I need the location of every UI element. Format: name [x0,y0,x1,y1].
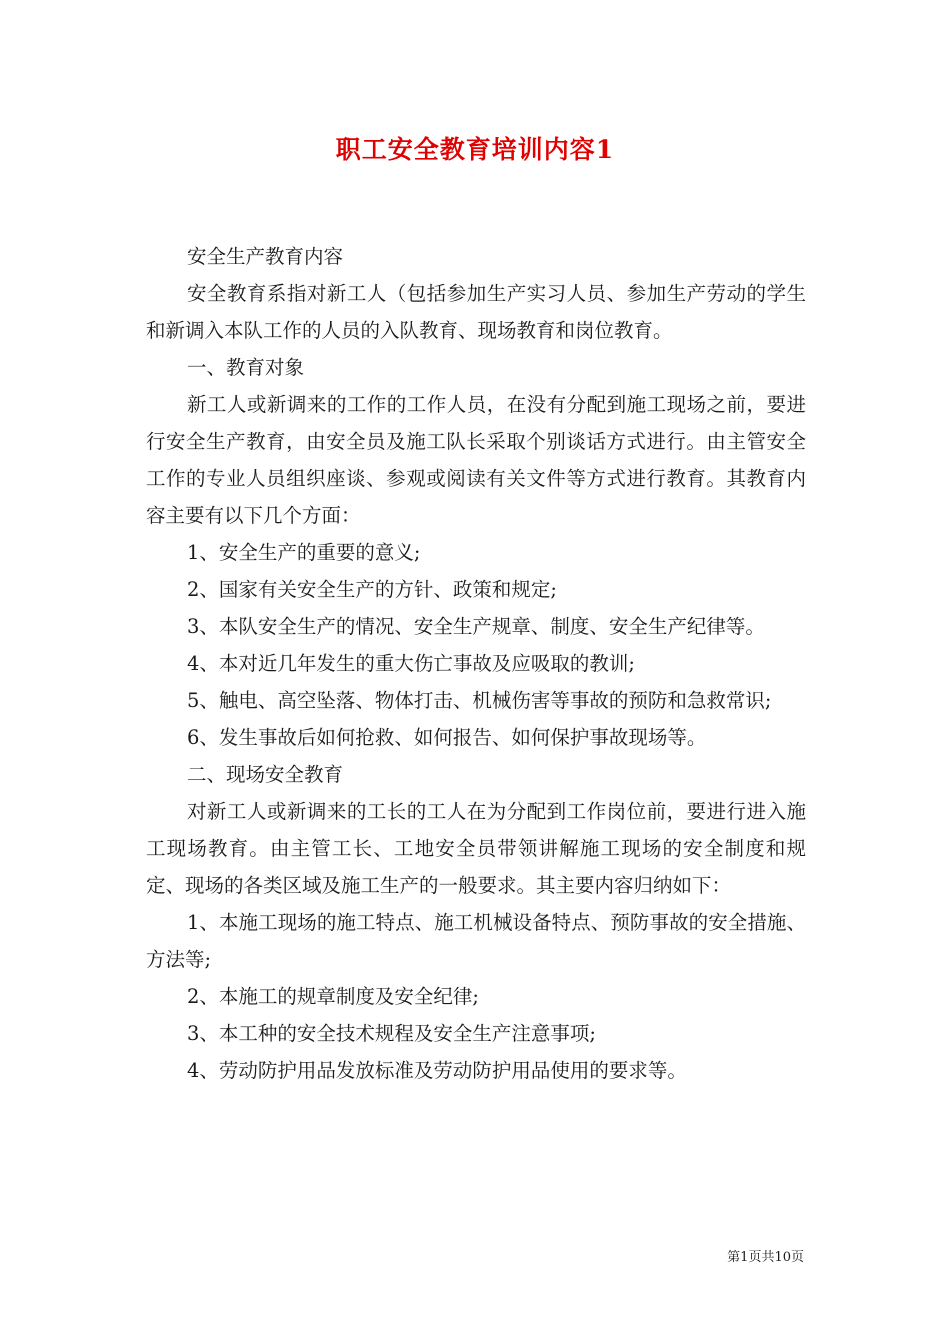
site-list-item-1: 1、本施工现场的施工特点、施工机械设备特点、预防事故的安全措施、方法等; [146,911,806,971]
list-item-1: 1、安全生产的重要的意义; [186,541,421,564]
site-list-item-3: 3、本工种的安全技术规程及安全生产注意事项; [186,1022,596,1045]
paragraph-heading-site-education: 二、现场安全教育 [186,763,343,786]
list-item-4: 4、本对近几年发生的重大伤亡事故及应吸取的教训; [186,652,635,675]
list-item-6: 6、发生事故后如何抢救、如何报告、如何保护事故现场等。 [186,726,707,749]
list-item-5: 5、触电、高空坠落、物体打击、机械伤害等事故的预防和急救常识; [186,689,772,712]
site-list-item-2: 2、本施工的规章制度及安全纪律; [186,985,479,1008]
paragraph-education-target: 新工人或新调来的工作的工作人员，在没有分配到施工现场之前，要进行安全生产教育，由安全员及施工队长采取个别谈话方式进行。由主管安全工作的专业人员组织座谈、参观或阅读有关文件等方式进行教育。其教育内容主要有以下几个方面： [146,393,806,527]
list-item-2: 2、国家有关安全生产的方针、政策和规定; [186,578,557,601]
paragraph-intro: 安全教育系指对新工人（包括参加生产实习人员、参加生产劳动的学生和新调入本队工作的人员的入队教育、现场教育和岗位教育。 [146,282,806,342]
document-body [146,238,806,1089]
paragraph-site-education: 对新工人或新调来的工长的工人在为分配到工作岗位前，要进行进入施工现场教育。由主管工长、工地安全员带领讲解施工现场的安全制度和规定、现场的各类区域及施工生产的一般要求。其主要内容归纳如下： [146,800,806,897]
paragraph-section-heading: 安全生产教育内容 [186,245,343,268]
document-title: 职工安全教育培训内容1 [335,135,615,164]
paragraph-heading-education-target: 一、教育对象 [186,356,304,379]
list-item-3: 3、本队安全生产的情况、安全生产规章、制度、安全生产纪律等。 [186,615,765,638]
site-list-item-4: 4、劳动防护用品发放标准及劳动防护用品使用的要求等。 [186,1059,687,1082]
page-number-footer: 第1页共10页 [727,1250,804,1265]
